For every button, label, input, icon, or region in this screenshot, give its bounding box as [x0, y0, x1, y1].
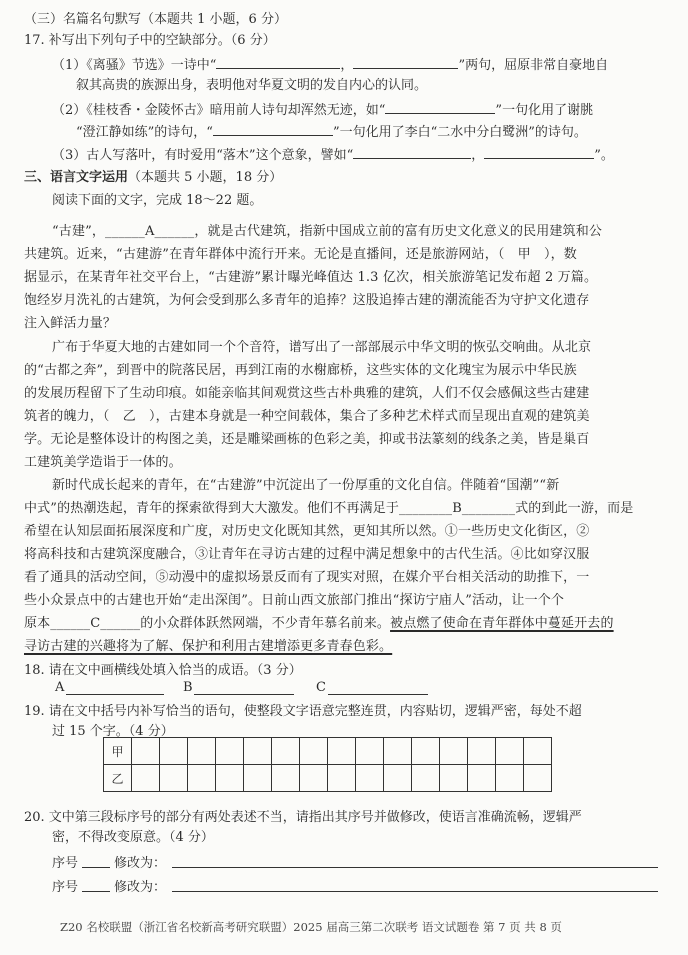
passage-line: 看了通具的活动空间，⑤动漫中的虚拟场景反而有了现实对照，在媒介平台相关活动的助推下，一: [24, 570, 590, 585]
passage-line: 广布于华夏大地的古建如同一个个音符，谱写出了一部部展示中华文明的恢弘交响曲。从北京: [52, 340, 592, 355]
question-20-stem: 20. 文中第三段标序号的部分有两处表述不当，请指出其序号并做修改，使语言准确流畅，逻辑严: [24, 810, 582, 825]
grid-cell[interactable]: [468, 738, 496, 765]
seq-answer-line[interactable]: [82, 867, 110, 868]
grid-cell[interactable]: [328, 765, 356, 792]
grid-cell[interactable]: [496, 765, 524, 792]
passage-line: 新时代成长起来的青年，在“古建游”中沉淀出了一份厚重的文化自信。伴随着“国潮”“新: [52, 478, 560, 493]
answer-label-a: A: [55, 680, 65, 695]
grid-cell[interactable]: [440, 765, 468, 792]
grid-cell[interactable]: [440, 738, 468, 765]
underlined-sentence: 被点燃了使命在青年群体中蔓延开去的: [390, 616, 614, 631]
grid-cell[interactable]: [468, 765, 496, 792]
grid-cell[interactable]: [496, 738, 524, 765]
passage-line: [24, 637, 664, 657]
grid-cell[interactable]: [244, 765, 272, 792]
grid-cell[interactable]: [132, 765, 160, 792]
passage-line: 将高科技和古建筑深度融合，③让青年在寻访古建的过程中满足想象中的古代生活。④比如穿汉服: [24, 547, 590, 562]
q17-item-1: （1）《离骚》节选》一诗中“ ， ”两句，屈原非常自豪地自: [52, 54, 608, 76]
grid-cell[interactable]: [300, 765, 328, 792]
passage-line: 筑者的魄力，（ 乙 ），古建本身就是一种空间载体，集合了多种艺术样式而呈现出直观的建筑美: [24, 409, 590, 424]
fix-answer-line[interactable]: [172, 891, 658, 892]
grid-cell[interactable]: [300, 738, 328, 765]
grid-cell[interactable]: [188, 738, 216, 765]
grid-cell[interactable]: [216, 765, 244, 792]
grid-cell[interactable]: [132, 738, 160, 765]
seq-answer-line[interactable]: [82, 891, 110, 892]
grid-cell[interactable]: [356, 738, 384, 765]
grid-row-jia: [104, 738, 552, 765]
grid-cell[interactable]: [160, 738, 188, 765]
grid-cell[interactable]: [384, 738, 412, 765]
passage-line: 学。无论是整体设计的构图之美，还是雕梁画栋的色彩之美，抑或书法篆刻的线条之美，皆是巢百: [24, 432, 590, 447]
question-17-stem: 17. 补写出下列句子中的空缺部分。（6 分）: [24, 33, 276, 48]
passage-line: 原本______C______的小众群体跃然网端，不少青年慕名前来。被点燃了使命在青年群体中蔓延开去的: [24, 616, 614, 631]
grid-row-label: 甲: [104, 738, 132, 765]
fix-label: 修改为：: [114, 856, 167, 871]
passage-line: 中式”的热潮迭起，青年的探索欲得到大大激发。他们不再满足于________B________式的到此一游，而是: [24, 501, 634, 516]
answer-line-b[interactable]: [194, 694, 294, 695]
grid-cell[interactable]: [188, 765, 216, 792]
passage-line: 共建筑。近来，“古建游”在青年群体中流行开来。无论是直播间，还是旅游网站，（ 甲 ），数: [24, 247, 577, 262]
passage-line: 据显示，在某青年社交平台上，“古建游”累计曝光峰值达 1.3 亿次，相关旅游笔记发布超 2 万篇。: [24, 270, 598, 285]
fix-label: 修改为：: [114, 880, 167, 895]
blank[interactable]: [385, 99, 495, 114]
q17-item-1-cont: 叙其高贵的族源出身，表明他对华夏文明的发自内心的认同。: [76, 78, 428, 93]
seq-label: 序号: [52, 856, 79, 871]
q17-item-2-cont: “澄江静如练”的诗句，“ ”一句化用了李白“二水中分白鹭洲”的诗句。: [76, 121, 587, 143]
section-heading: （三）名篇名句默写（本题共 1 小题，6 分）: [24, 12, 287, 27]
passage-line: “古建”，______A______，就是古代建筑，指新中国成立前的富有历史文化意义的民用建筑和公: [52, 224, 603, 239]
passage-line: 的发展历程留下了生动印痕。如能亲临其间观赏这些古朴典雅的建筑，人们不仅会感佩这些古建建: [24, 386, 590, 401]
grid-cell[interactable]: [412, 738, 440, 765]
answer-line-a[interactable]: [66, 694, 164, 695]
grid-cell[interactable]: [272, 738, 300, 765]
grid-cell[interactable]: [524, 738, 552, 765]
question-20-stem-cont: 密，不得改变原意。（4 分）: [52, 830, 214, 845]
grid-cell[interactable]: [524, 765, 552, 792]
q17-item-3: （3）古人写落叶，有时爱用“落木”这个意象，譬如“ ， ”。: [52, 144, 614, 166]
answer-line-c[interactable]: [328, 694, 428, 695]
q17-item-2: （2）《桂枝香・金陵怀古》暗用前人诗句却浑然无迹，如“ ”一句化用了谢朓: [52, 99, 593, 121]
passage-line: 些小众景点中的古建也开始“走出深闺”。日前山西文旅部门推出“探访宁庙人”活动，让一个个: [24, 593, 565, 608]
grid-cell[interactable]: [328, 738, 356, 765]
answer-label-b: B: [183, 680, 193, 695]
answer-label-c: C: [316, 680, 326, 695]
underlined-sentence: 寻访古建的兴趣将为了解、保护和利用古建增添更多青春色彩。: [24, 639, 393, 654]
seq-label: 序号: [52, 880, 79, 895]
grid-cell[interactable]: [356, 765, 384, 792]
blank[interactable]: [353, 54, 458, 69]
answer-grid: [103, 737, 552, 792]
grid-row-yi: [104, 765, 552, 792]
passage-line: 的“古都之奔”，到晋中的院落民居，再到江南的水榭廊桥，这些实体的文化瑰宝为展示中华民族: [24, 363, 577, 378]
grid-cell[interactable]: [272, 765, 300, 792]
question-19-stem-cont: 过 15 个字。（4 分）: [52, 724, 174, 739]
grid-row-label: 乙: [104, 765, 132, 792]
grid-cell[interactable]: [384, 765, 412, 792]
question-19-stem: 19. 请在文中括号内补写恰当的语句，使整段文字语意完整连贯，内容贴切，逻辑严密，每处不超: [24, 704, 582, 719]
grid-cell[interactable]: [216, 738, 244, 765]
fix-answer-line[interactable]: [172, 867, 658, 868]
blank[interactable]: [484, 144, 594, 159]
blank[interactable]: [216, 54, 340, 69]
grid-cell[interactable]: [244, 738, 272, 765]
passage-line: 饱经岁月洗礼的古建筑，为何会受到那么多青年的追捧？这股追捧古建的潮流能否为守护文化遗存: [24, 293, 590, 308]
blank[interactable]: [213, 121, 333, 136]
grid-cell[interactable]: [160, 765, 188, 792]
part-heading: 三、语言文字运用（本题共 5 小题，18 分）: [24, 170, 283, 185]
passage-line: 希望在认知层面拓展深度和广度，对历史文化既知其然，更知其所以然。①一些历史文化街区，②: [24, 524, 590, 539]
passage-line: 注入鲜活力量？: [24, 316, 117, 331]
page-footer: Z20 名校联盟（浙江省名校新高考研究联盟）2025 届高三第二次联考 语文试题卷 第 7 页 共 8 页: [60, 920, 562, 934]
question-18-stem: 18. 请在文中画横线处填入恰当的成语。（3 分）: [24, 663, 302, 678]
reading-instruction: 阅读下面的文字，完成 18～22 题。: [52, 193, 263, 208]
passage-line: 工建筑美学造诣于一体的。: [24, 455, 182, 470]
grid-cell[interactable]: [412, 765, 440, 792]
blank[interactable]: [353, 144, 471, 159]
